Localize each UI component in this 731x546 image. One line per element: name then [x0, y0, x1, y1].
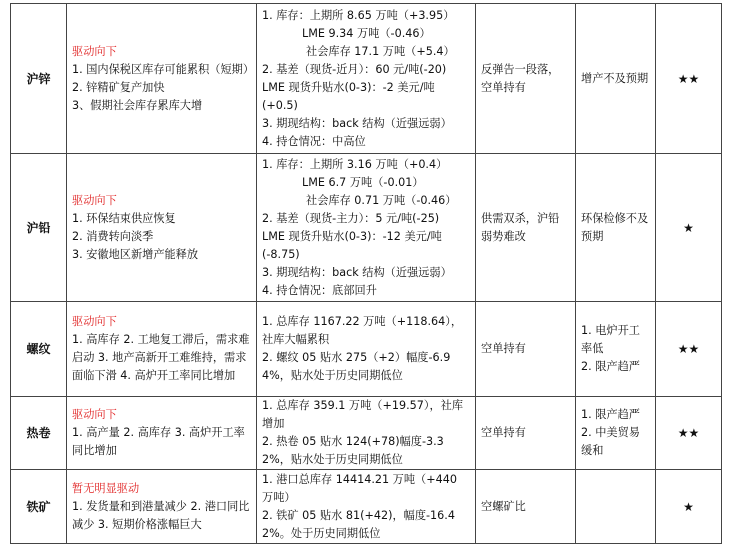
driver-cell	[67, 470, 257, 544]
fund-line: 2. 热卷 05 贴水 124(+78)幅度-3.32%，贴水处于历史同期低位	[262, 435, 444, 466]
fund-line: 1. 总库存 1167.22 万吨（+118.64），社库大幅累积	[262, 315, 463, 346]
fund-line: 社会库存 17.1 万吨（+5.4）	[306, 44, 455, 58]
fund-line: 社会库存 0.71 万吨（-0.46）	[306, 193, 457, 207]
fund-line: 1. 总库存 359.1 万吨（+19.57），社库增加	[262, 399, 464, 430]
fund-line: 2. 基差（现货-主力）：5 元/吨(-25)	[262, 211, 440, 225]
driver-cell	[67, 302, 257, 397]
risk-cell: 1. 限产趋严 2. 中美贸易缓和	[576, 397, 656, 470]
fund-line: (-8.75)	[262, 247, 300, 261]
driver-cell	[67, 4, 257, 154]
fund-line: 1. 库存：上期所 8.65 万吨（+3.95）	[262, 8, 455, 22]
view-cell: 空螺矿比	[476, 470, 576, 544]
driver-heading: 驱动向下	[72, 315, 117, 328]
view-cell: 空单持有	[476, 302, 576, 397]
fundamentals-cell	[257, 397, 476, 470]
table-row	[11, 4, 722, 154]
driver-heading: 暂无明显驱动	[72, 481, 140, 495]
fund-line: 2. 基差（现货-近月）：60 元/吨(-20)	[262, 62, 447, 76]
driver-line: 1. 高产量 2. 高库存 3. 高炉开工率同比增加	[72, 426, 245, 457]
rating-stars: ★★	[656, 397, 722, 470]
driver-line: 2. 消费转向淡季	[72, 229, 154, 243]
table-row	[11, 154, 722, 302]
driver-line: 1. 环保结束供应恢复	[72, 211, 176, 225]
fund-line: LME 6.7 万吨（-0.01）	[302, 175, 424, 189]
commodity-name: 螺纹	[11, 302, 67, 397]
fundamentals-cell	[257, 154, 476, 302]
risk-cell: 1. 电炉开工率低 2. 限产趋严	[576, 302, 656, 397]
fund-line: LME 现货升贴水(0-3)：-12 美元/吨	[262, 229, 442, 243]
fundamentals-cell	[257, 4, 476, 154]
driver-cell	[67, 154, 257, 302]
driver-line: 1. 发货量和到港量减少 2. 港口同比减少 3. 短期价格涨幅巨大	[72, 499, 250, 531]
risk-cell: 增产不及预期	[576, 4, 656, 154]
view-cell: 空单持有	[476, 397, 576, 470]
table-row	[11, 302, 722, 397]
driver-heading: 驱动向下	[72, 193, 117, 207]
view-cell: 反弹告一段落，空单持有	[476, 4, 576, 154]
driver-cell	[67, 397, 257, 470]
commodity-name: 热卷	[11, 397, 67, 470]
driver-line: 3、假期社会库存累库大增	[72, 98, 203, 112]
fund-line: 4. 持仓情况：底部回升	[262, 283, 377, 297]
fund-line: 2. 螺纹 05 贴水 275（+2）幅度-6.94%，贴水处于历史同期低位	[262, 351, 451, 382]
commodity-name: 沪锌	[11, 4, 67, 154]
fund-line: LME 现货升贴水(0-3)：-2 美元/吨	[262, 80, 435, 94]
driver-heading: 驱动向下	[72, 408, 117, 421]
fund-line: 2. 铁矿 05 贴水 81(+42)，幅度-16.42%。处于历史同期低位	[262, 508, 455, 540]
fund-line: 3. 期现结构：back 结构（近强远弱）	[262, 116, 452, 130]
commodity-name: 铁矿	[11, 470, 67, 544]
risk-cell: 环保检修不及预期	[576, 154, 656, 302]
commodity-name: 沪铅	[11, 154, 67, 302]
fundamentals-cell	[257, 470, 476, 544]
table-row	[11, 470, 722, 544]
rating-stars: ★	[656, 154, 722, 302]
rating-stars: ★	[656, 470, 722, 544]
fund-line: 1. 港口总库存 14414.21 万吨（+440 万吨）	[262, 472, 457, 504]
fund-line: 4. 持仓情况：中高位	[262, 134, 366, 148]
driver-line: 1. 高库存 2. 工地复工滞后，需求难启动 3. 地产高新开工难维持，需求面临下滑 4. 高炉开工率同比增加	[72, 333, 250, 382]
risk-cell	[576, 470, 656, 544]
fund-line: LME 9.34 万吨（-0.46）	[302, 26, 431, 40]
fund-line: 3. 期现结构：back 结构（近强远弱）	[262, 265, 452, 279]
driver-line: 2. 锌精矿复产加快	[72, 80, 165, 94]
driver-heading: 驱动向下	[72, 44, 117, 58]
driver-line: 1. 国内保税区库存可能累积（短期）	[72, 62, 255, 76]
commodity-strategy-table	[10, 3, 722, 544]
rating-stars: ★★	[656, 4, 722, 154]
rating-stars: ★★	[656, 302, 722, 397]
fund-line: (+0.5)	[262, 98, 298, 112]
table-row	[11, 397, 722, 470]
view-cell: 供需双杀，沪铅弱势难改	[476, 154, 576, 302]
fundamentals-cell	[257, 302, 476, 397]
fund-line: 1. 库存：上期所 3.16 万吨（+0.4）	[262, 157, 448, 171]
driver-line: 3. 安徽地区新增产能释放	[72, 247, 199, 261]
